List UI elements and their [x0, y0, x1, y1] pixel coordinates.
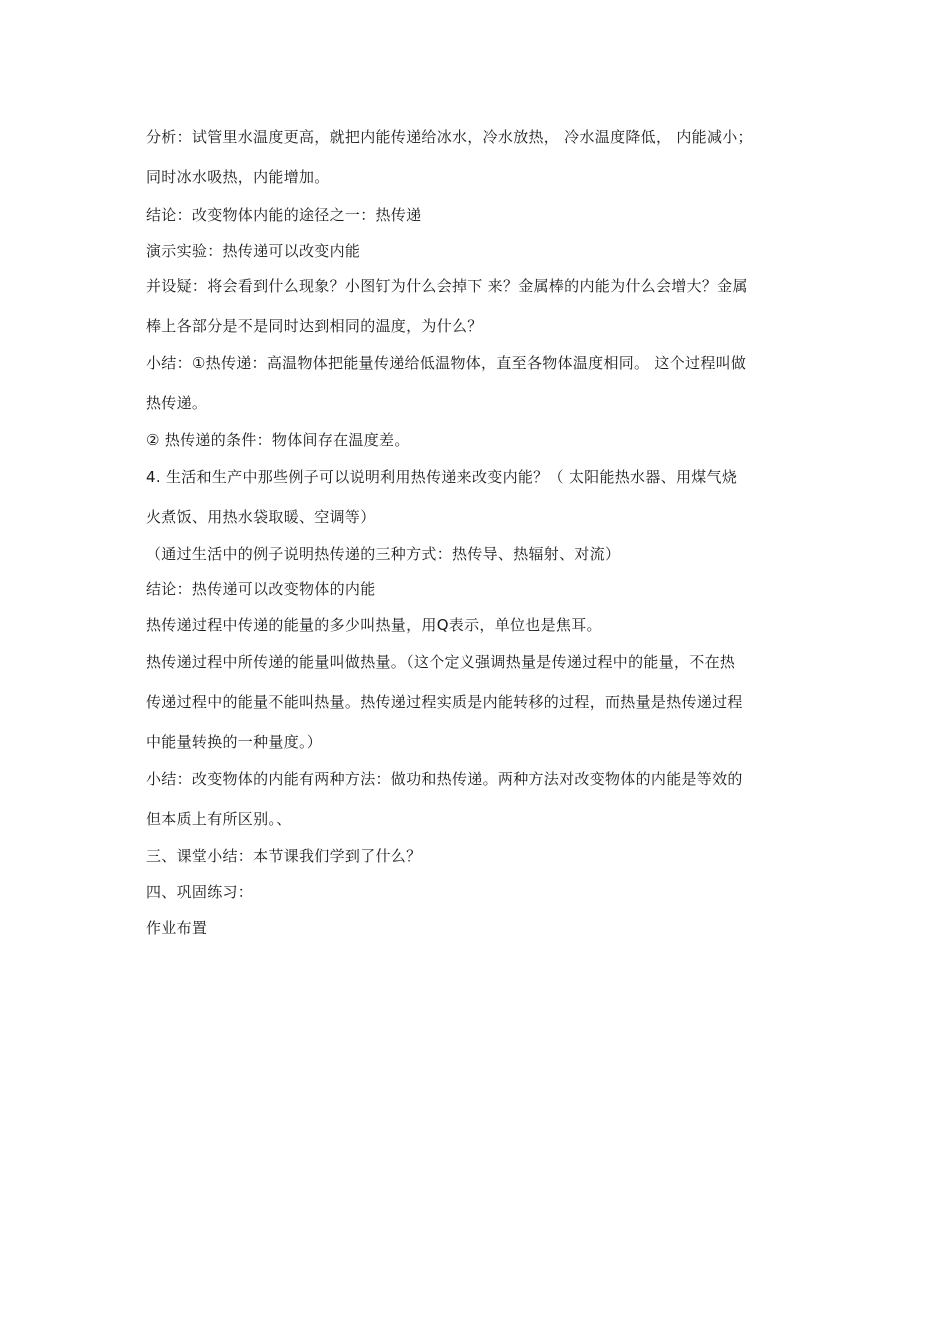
text-line: 中能量转换的一种量度。） — [146, 733, 323, 751]
text-line: 三、课堂小结：本节课我们学到了什么？ — [146, 847, 422, 865]
text-line: ② 热传递的条件：物体间存在温度差。 — [146, 431, 410, 449]
text-line: 演示实验：热传递可以改变内能 — [146, 242, 361, 260]
text-line: 火煮饭、用热水袋取暖、空调等） — [146, 508, 376, 526]
text-line: （通过生活中的例子说明热传递的三种方式：热传导、热辐射、对流） — [146, 545, 621, 563]
text-line: 小结：①热传递：高温物体把能量传递给低温物体，直至各物体温度相同。 这个过程叫做 — [146, 354, 747, 372]
text-line: 4. 生活和生产中那些例子可以说明利用热传递来改变内能？（ 太阳能热水器、用煤气烧 — [146, 468, 738, 486]
text-line: 热传递过程中传递的能量的多少叫热量，用Q表示，单位也是焦耳。 — [146, 616, 602, 634]
text-line: 但本质上有所区别。、 — [146, 810, 292, 828]
text-line: 热传递过程中所传递的能量叫做热量。（这个定义强调热量是传递过程中的能量，不在热 — [146, 653, 736, 671]
text-line: 热传递。 — [146, 394, 208, 412]
text-line: 棒上各部分是不是同时达到相同的温度，为什么？ — [146, 317, 483, 335]
text-line: 结论：改变物体内能的途径之一：热传递 — [146, 206, 422, 224]
text-line: 四、巩固练习： — [146, 883, 254, 901]
text-line: 结论：热传递可以改变物体的内能 — [146, 580, 376, 598]
text-line: 并设疑：将会看到什么现象？小图钉为什么会掉下 来？金属棒的内能为什么会增大？金属 — [146, 277, 748, 295]
text-line: 传递过程中的能量不能叫热量。热传递过程实质是内能转移的过程，而热量是热传递过程 — [146, 693, 743, 711]
text-line: 同时冰水吸热，内能增加。 — [146, 168, 330, 186]
text-line: 小结：改变物体的内能有两种方法：做功和热传递。两种方法对改变物体的内能是等效的 — [146, 770, 743, 788]
text-line: 作业布置 — [146, 919, 208, 937]
text-line: 分析：试管里水温度更高，就把内能传递给冰水，冷水放热， 冷水温度降低， 内能减小； — [146, 128, 753, 146]
